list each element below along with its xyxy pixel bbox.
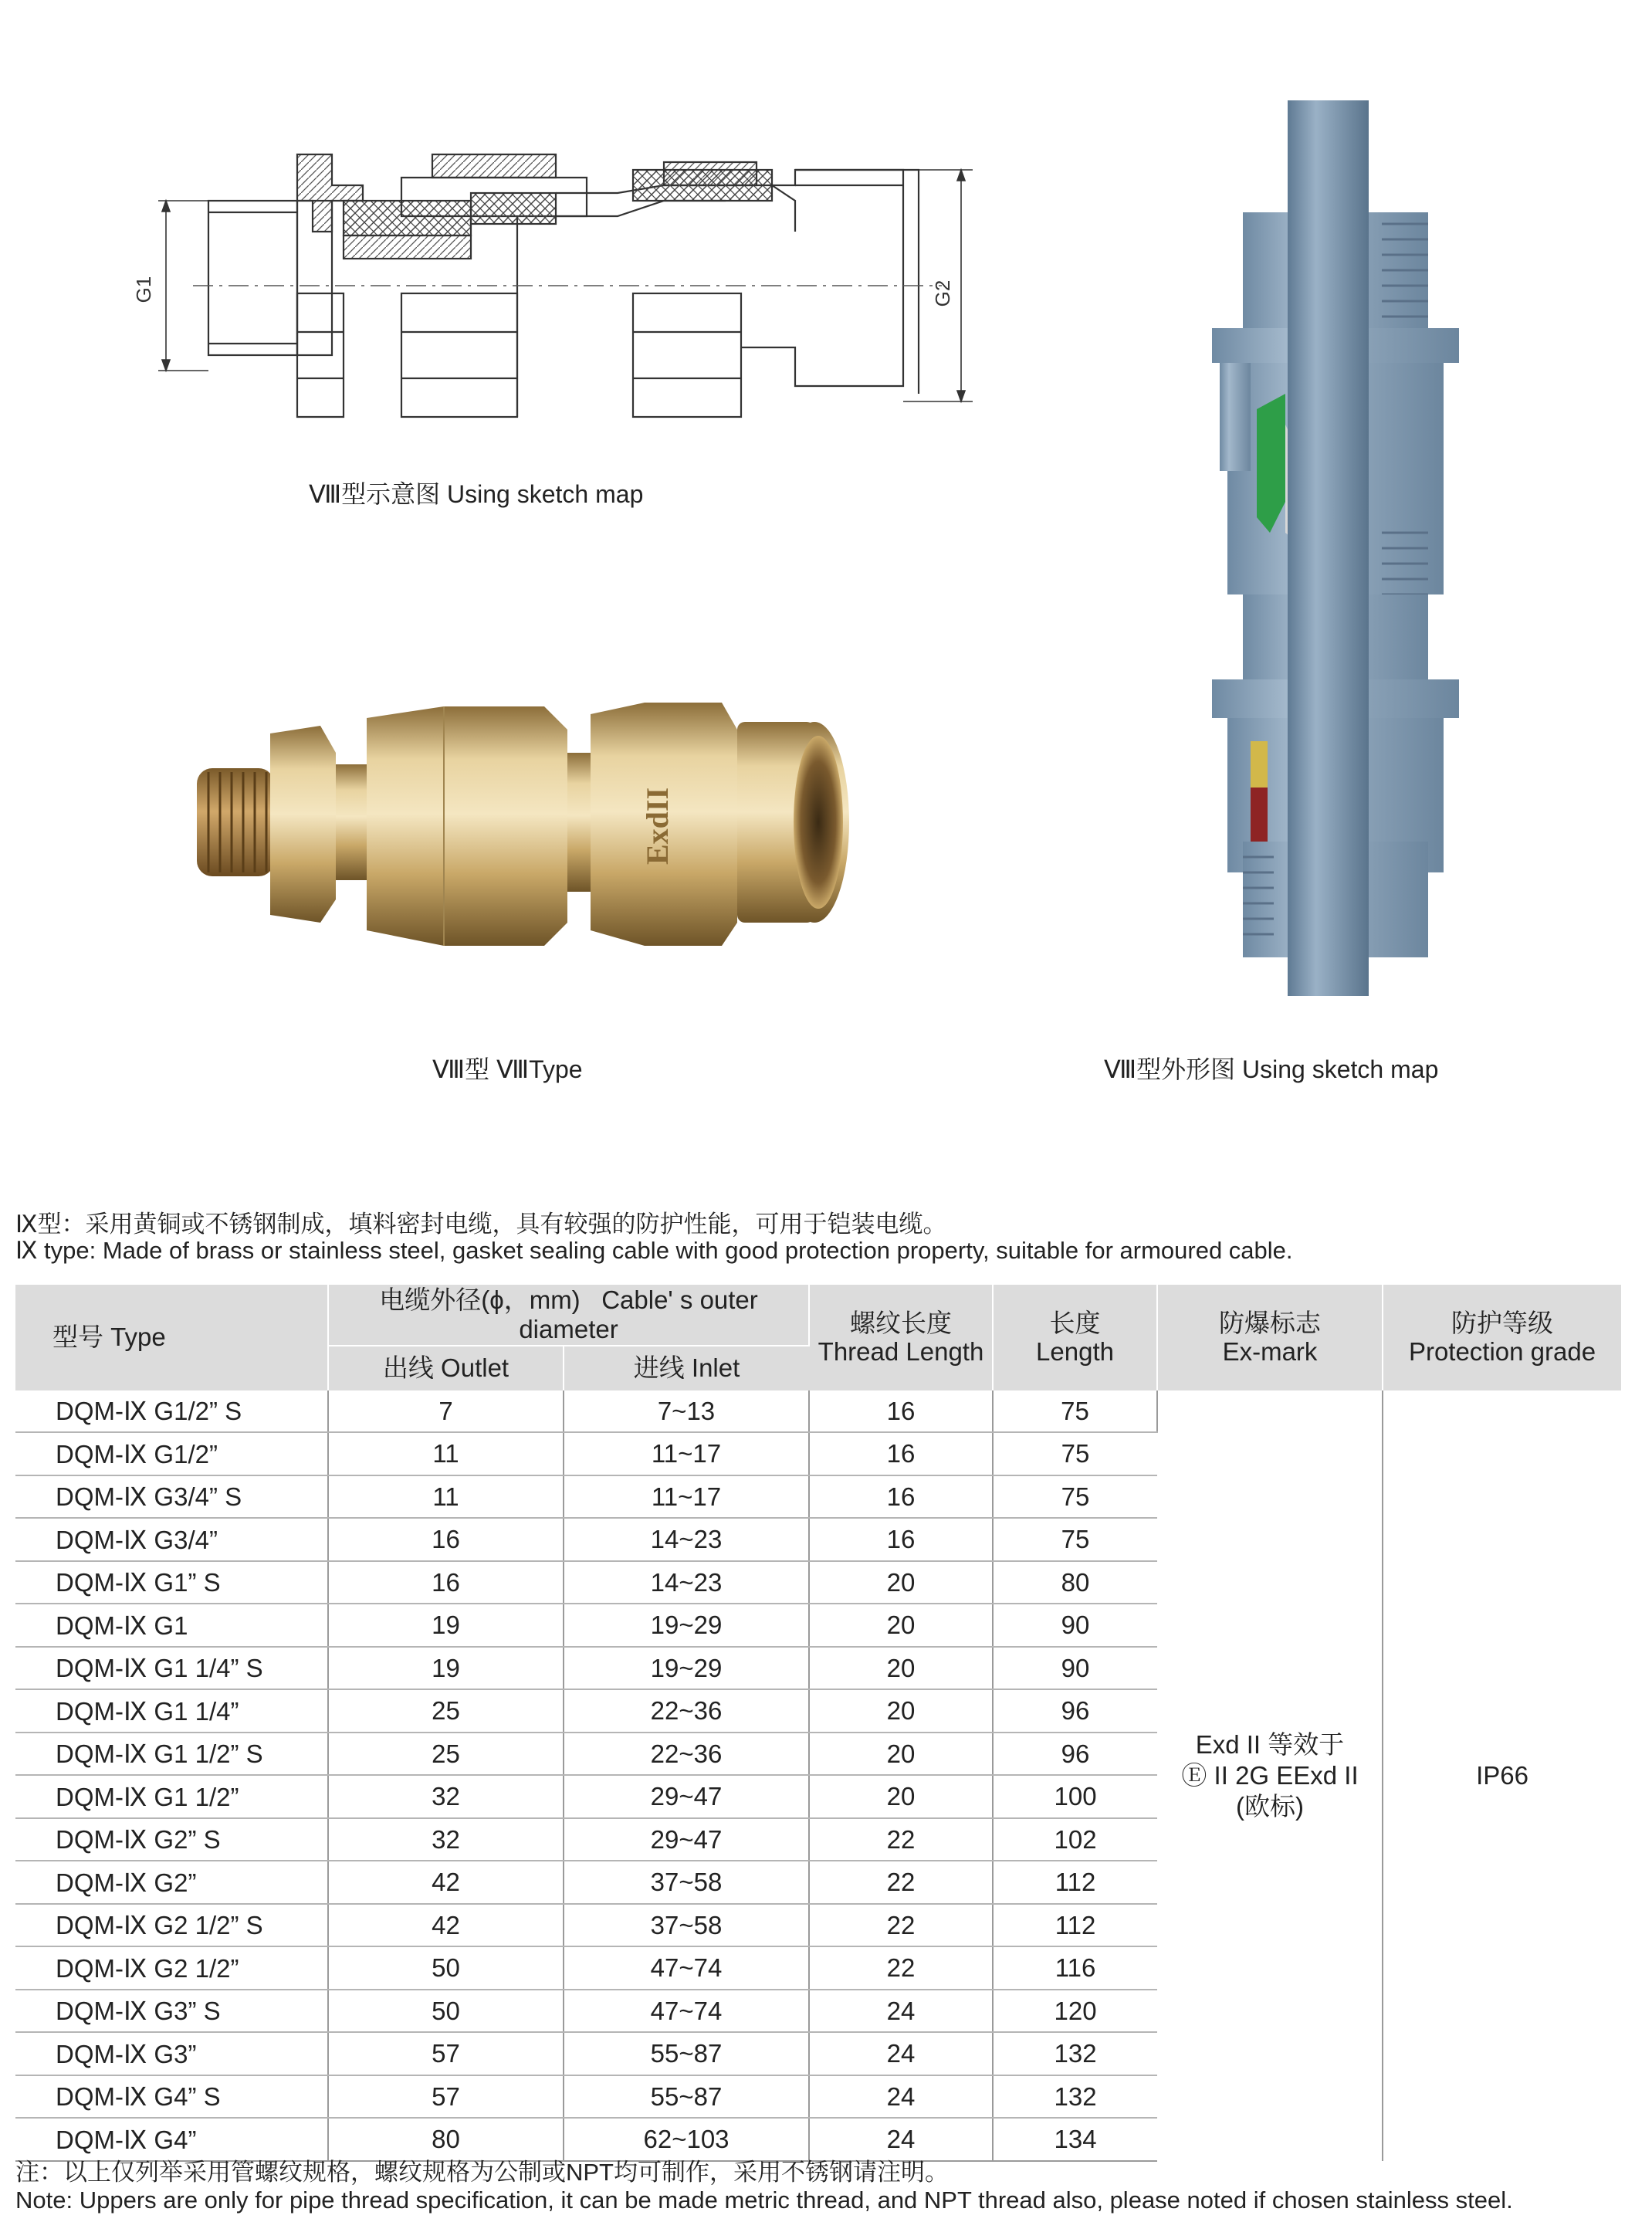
cell-type: DQM-Ⅸ G1/2” S (15, 1390, 328, 1433)
header-exmark-en: Ex-mark (1222, 1337, 1318, 1367)
spec-table-body (15, 1390, 1621, 2161)
cell-inlet: 47~74 (564, 1990, 809, 2033)
note-cn: 注：以上仅列举采用管螺纹规格，螺纹规格为公制或NPT均可制作，采用不锈钢请注明。 (15, 2159, 949, 2186)
cell-outlet: 11 (328, 1475, 564, 1519)
cell-thread-length: 24 (809, 2075, 993, 2119)
cell-inlet: 19~29 (564, 1647, 809, 1690)
cell-outlet: 16 (328, 1561, 564, 1604)
cell-thread-length: 16 (809, 1390, 993, 1433)
cell-type: DQM-Ⅸ G1 (15, 1604, 328, 1647)
cell-outlet: 50 (328, 1990, 564, 2033)
cell-thread-length: 22 (809, 1861, 993, 1904)
table-row (15, 1390, 1621, 1433)
sketch-map-drawing (124, 139, 996, 448)
exmark-cell (1157, 1390, 1383, 2161)
cell-length: 112 (993, 1861, 1157, 1904)
cell-type: DQM-Ⅸ G3” (15, 2032, 328, 2075)
header-protection-cn: 防护等级 (1451, 1308, 1554, 1337)
header-exmark-cn: 防爆标志 (1219, 1308, 1322, 1337)
cell-outlet: 42 (328, 1904, 564, 1947)
cell-length: 75 (993, 1390, 1157, 1433)
cell-length: 75 (993, 1432, 1157, 1475)
cell-inlet: 14~23 (564, 1518, 809, 1561)
header-protection-en: Protection grade (1408, 1337, 1596, 1367)
cell-outlet: 25 (328, 1689, 564, 1733)
cell-type: DQM-Ⅸ G2 1/2” (15, 1946, 328, 1990)
cell-type: DQM-Ⅸ G4” S (15, 2075, 328, 2119)
cell-thread-length: 24 (809, 2118, 993, 2161)
cell-outlet: 19 (328, 1647, 564, 1690)
cell-thread-length: 20 (809, 1689, 993, 1733)
cell-length: 80 (993, 1561, 1157, 1604)
cell-length: 75 (993, 1475, 1157, 1519)
cell-length: 96 (993, 1733, 1157, 1776)
cell-thread-length: 20 (809, 1647, 993, 1690)
cell-inlet: 37~58 (564, 1904, 809, 1947)
cell-thread-length: 16 (809, 1518, 993, 1561)
cell-inlet: 29~47 (564, 1775, 809, 1818)
g2-label: G2 (931, 279, 954, 307)
cell-inlet: 55~87 (564, 2032, 809, 2075)
cell-thread-length: 20 (809, 1775, 993, 1818)
outline-sketch-drawing (1197, 100, 1474, 1004)
outline-caption: Ⅷ型外形图 Using sketch map (1104, 1055, 1439, 1083)
cell-inlet: 22~36 (564, 1689, 809, 1733)
cell-length: 90 (993, 1647, 1157, 1690)
cell-length: 132 (993, 2075, 1157, 2119)
header-diameter-en: Cable' s outer diameter (519, 1285, 758, 1343)
header-length-cn: 长度 (1049, 1308, 1101, 1337)
cell-type: DQM-Ⅸ G1” S (15, 1561, 328, 1604)
cell-inlet: 19~29 (564, 1604, 809, 1647)
cell-inlet: 22~36 (564, 1733, 809, 1776)
g1-label: G1 (132, 276, 155, 303)
sketch-map-caption: Ⅷ型示意图 Using sketch map (309, 480, 644, 508)
cell-outlet: 19 (328, 1604, 564, 1647)
cell-type: DQM-Ⅸ G3/4” (15, 1518, 328, 1561)
header-protection (1383, 1285, 1621, 1390)
cell-length: 100 (993, 1775, 1157, 1818)
cell-outlet: 25 (328, 1733, 564, 1776)
cell-thread-length: 24 (809, 2032, 993, 2075)
cell-type: DQM-Ⅸ G2 1/2” S (15, 1904, 328, 1947)
header-inlet: 进线 Inlet (564, 1346, 809, 1390)
cell-thread-length: 20 (809, 1604, 993, 1647)
cell-inlet: 37~58 (564, 1861, 809, 1904)
cell-inlet: 11~17 (564, 1475, 809, 1519)
cell-outlet: 42 (328, 1861, 564, 1904)
cell-outlet: 32 (328, 1775, 564, 1818)
cell-type: DQM-Ⅸ G1 1/4” (15, 1689, 328, 1733)
cell-thread-length: 22 (809, 1946, 993, 1990)
cell-inlet: 29~47 (564, 1818, 809, 1861)
cell-length: 96 (993, 1689, 1157, 1733)
cell-thread-length: 20 (809, 1561, 993, 1604)
header-diameter (328, 1285, 809, 1346)
exmark-line: (欧标) (1236, 1791, 1304, 1821)
cell-outlet: 50 (328, 1946, 564, 1990)
cell-outlet: 7 (328, 1390, 564, 1433)
cell-inlet: 7~13 (564, 1390, 809, 1433)
header-length-en: Length (1036, 1337, 1114, 1367)
header-length (993, 1285, 1157, 1390)
cell-type: DQM-Ⅸ G2” S (15, 1818, 328, 1861)
cell-inlet: 55~87 (564, 2075, 809, 2119)
protection-cell: IP66 (1476, 1761, 1528, 1790)
cell-type: DQM-Ⅸ G4” (15, 2118, 328, 2161)
cell-thread-length: 24 (809, 1990, 993, 2033)
spec-table (15, 1285, 1621, 2162)
cell-outlet: 57 (328, 2075, 564, 2119)
cell-type: DQM-Ⅸ G1 1/2” S (15, 1733, 328, 1776)
cell-thread-length: 16 (809, 1432, 993, 1475)
cell-length: 132 (993, 2032, 1157, 2075)
cell-type: DQM-Ⅸ G1 1/2” (15, 1775, 328, 1818)
cell-type: DQM-Ⅸ G3” S (15, 1990, 328, 2033)
header-thread-cn: 螺纹长度 (850, 1308, 953, 1337)
cell-length: 102 (993, 1818, 1157, 1861)
exd-engraving: ExdII (640, 787, 675, 865)
cell-outlet: 16 (328, 1518, 564, 1561)
cell-thread-length: 22 (809, 1904, 993, 1947)
cell-length: 134 (993, 2118, 1157, 2161)
cell-length: 75 (993, 1518, 1157, 1561)
cell-length: 112 (993, 1904, 1157, 1947)
header-outlet: 出线 Outlet (328, 1346, 564, 1390)
cell-outlet: 32 (328, 1818, 564, 1861)
cell-type: DQM-Ⅸ G1/2” (15, 1432, 328, 1475)
intro-cn: Ⅸ型：采用黄铜或不锈钢制成，填料密封电缆，具有较强的防护性能，可用于铠装电缆。 (15, 1211, 947, 1238)
brass-cable-gland-photo (197, 699, 853, 954)
cell-thread-length: 22 (809, 1818, 993, 1861)
cell-length: 90 (993, 1604, 1157, 1647)
cell-thread-length: 16 (809, 1475, 993, 1519)
cell-length: 116 (993, 1946, 1157, 1990)
product-photo-caption: Ⅷ型 ⅧType (432, 1055, 583, 1083)
header-diameter-cn: 电缆外径(ϕ，mm) (379, 1285, 581, 1314)
cell-inlet: 62~103 (564, 2118, 809, 2161)
cell-inlet: 47~74 (564, 1946, 809, 1990)
cell-outlet: 80 (328, 2118, 564, 2161)
header-thread (809, 1285, 993, 1390)
cell-inlet: 14~23 (564, 1561, 809, 1604)
cell-type: DQM-Ⅸ G3/4” S (15, 1475, 328, 1519)
note-en: Note: Uppers are only for pipe thread specification, it can be made metric thread, and NPT thread also, please noted if chosen stainless steel. (15, 2186, 1513, 2214)
exmark-line: Ⓔ II 2G EExd II (1181, 1761, 1359, 1790)
cell-outlet: 57 (328, 2032, 564, 2075)
cell-type: DQM-Ⅸ G1 1/4” S (15, 1647, 328, 1690)
header-exmark (1157, 1285, 1383, 1390)
intro-en: Ⅸ type: Made of brass or stainless steel, gasket sealing cable with good protection property, suitable for armoured cable. (15, 1237, 1293, 1264)
cell-length: 120 (993, 1990, 1157, 2033)
header-thread-en: Thread Length (818, 1337, 984, 1367)
exmark-line: Exd II 等效于 (1195, 1730, 1345, 1760)
cell-type: DQM-Ⅸ G2” (15, 1861, 328, 1904)
cell-outlet: 11 (328, 1432, 564, 1475)
cell-thread-length: 20 (809, 1733, 993, 1776)
cell-inlet: 11~17 (564, 1432, 809, 1475)
header-type: 型号 Type (15, 1285, 328, 1390)
